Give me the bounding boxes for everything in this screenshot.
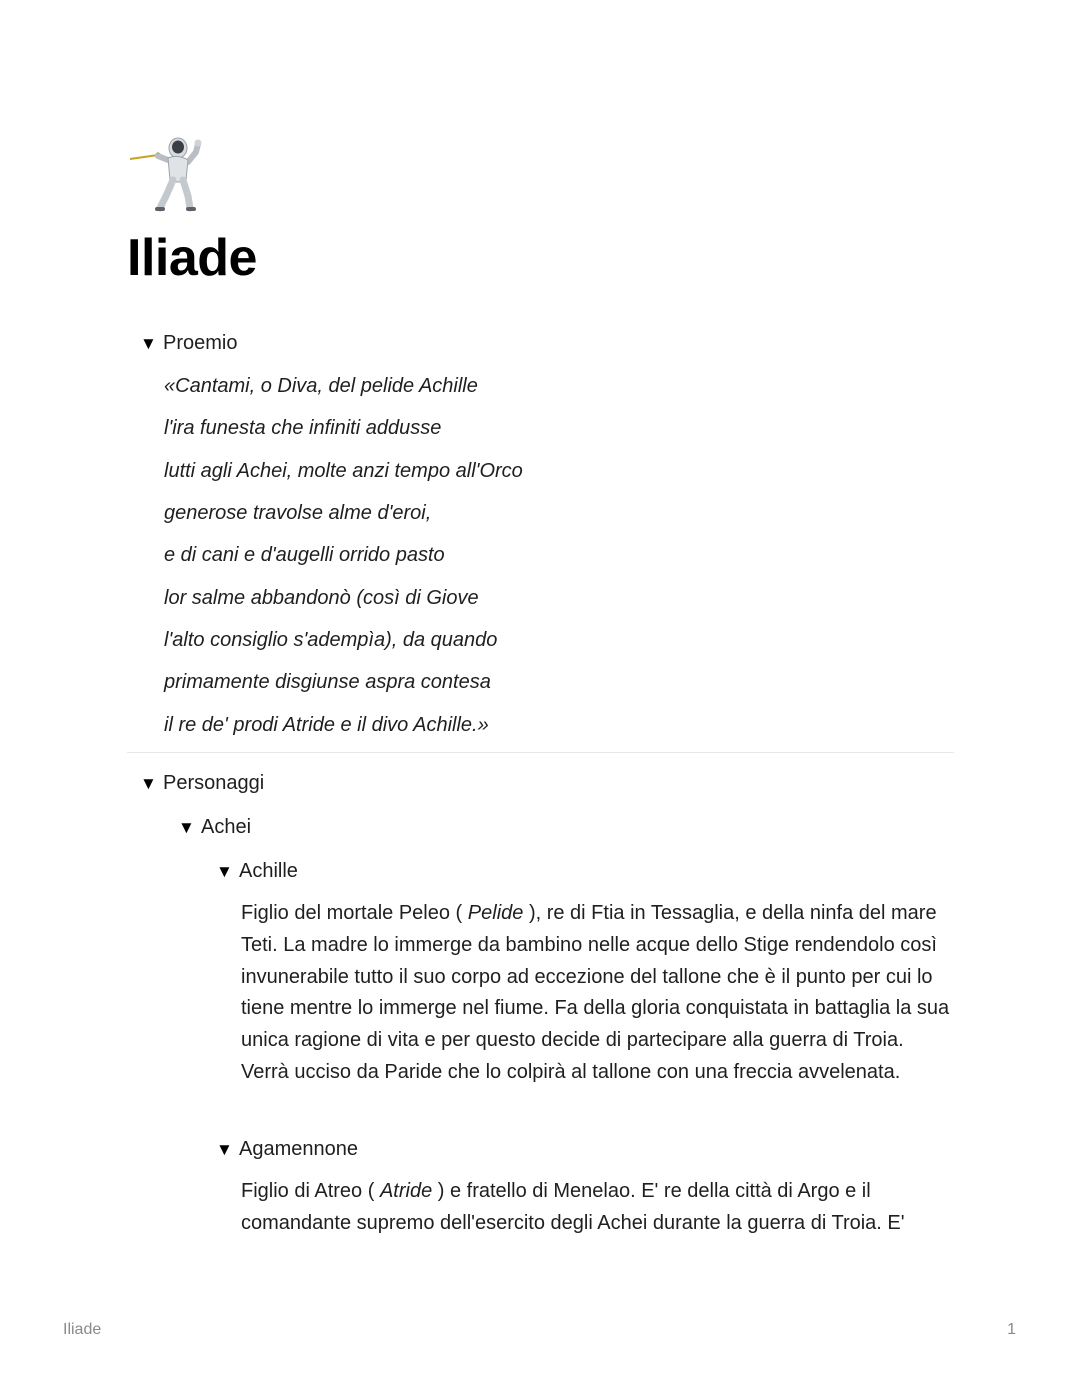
text-segment: Figlio di Atreo ( [241,1180,380,1202]
epithet: Atride [379,1180,433,1202]
footer-page-number: 1 [1007,1321,1016,1338]
verse-line: primamente disgiunse aspra contesa [164,671,491,693]
text-segment: ) e fratello di Menelao. E' re della città di Argo e il comandante supremo dell'esercito degli Achei durante la guerra di Troia. E' [241,1180,905,1234]
verse-line: l'alto consiglio s'adempìa), da quando [164,629,498,651]
toggle-personaggi[interactable] [140,770,264,797]
triangle-down-icon[interactable]: ▼ [178,818,195,837]
toggle-label: Achille [239,860,298,882]
agamennone-description [241,1176,953,1240]
toggle-label: Personaggi [163,772,265,794]
text-segment: Figlio del mortale Peleo ( [241,902,468,924]
page-title: Iliade [127,229,257,287]
verse-line: generose travolse alme d'eroi, [164,502,432,524]
verse-line: lutti agli Achei, molte anzi tempo all'Orco [164,460,523,482]
verse-line: l'ira funesta che infiniti addusse [164,417,442,439]
fencer-icon [128,134,208,214]
triangle-down-icon[interactable]: ▼ [140,774,157,793]
verse-line: il re de' prodi Atride e il divo Achille.» [164,714,489,736]
epithet: Pelide [467,902,524,924]
verse-line: lor salme abbandonò (così di Giove [164,587,479,609]
triangle-down-icon[interactable]: ▼ [216,1140,233,1159]
triangle-down-icon[interactable]: ▼ [140,334,157,353]
verse-line: «Cantami, o Diva, del pelide Achille [164,375,478,397]
achille-description [241,898,953,1089]
triangle-down-icon[interactable]: ▼ [216,862,233,881]
verse-line: e di cani e d'augelli orrido pasto [164,544,445,566]
toggle-label: Agamennone [239,1138,358,1160]
text-segment: ), re di Ftia in Tessaglia, e della ninfa del mare Teti. La madre lo immerge da bambino nelle acque dello Stige rendendolo così invunerabile tutto il suo corpo ad eccezione del tallone che è il punto per cui lo tiene mentre lo immerge nel fiume. Fa della gloria conquistata in battaglia la sua unica ragione di vita e per questo decide di partecipare alla guerra di Troia. Verrà ucciso da Paride che lo colpirà al tallone con una freccia avvelenata. [241,902,950,1083]
toggle-agamennone[interactable] [216,1136,358,1163]
toggle-achei[interactable] [178,814,251,841]
toggle-label: Proemio [163,332,238,354]
toggle-label: Achei [201,816,252,838]
toggle-achille[interactable] [216,858,298,885]
footer-doc-name: Iliade [63,1321,102,1338]
divider [127,752,954,753]
toggle-proemio[interactable] [140,330,237,357]
